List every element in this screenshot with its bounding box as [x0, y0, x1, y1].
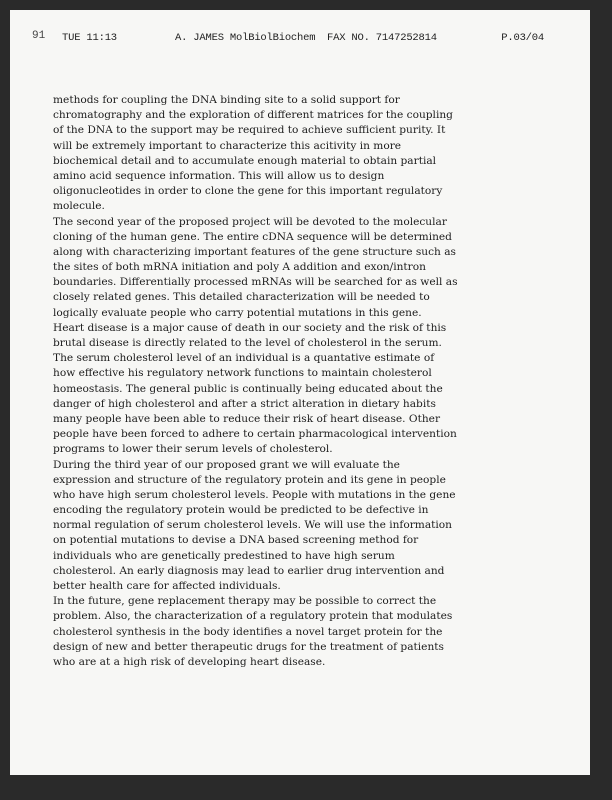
- fax-margin-mark: 91: [32, 30, 46, 42]
- text-line: In the future, gene replacement therapy may be possible to correct the: [53, 595, 437, 608]
- text-line: will be extremely important to characterize this acitivity in more: [53, 139, 402, 152]
- text-line: of the DNA to the support may be required to achieve sufficient purity. It: [53, 124, 446, 137]
- text-line: problem. Also, the characterization of a regulatory protein that modulates: [53, 610, 453, 623]
- text-line: programs to lower their serum levels of cholesterol.: [53, 443, 333, 456]
- fax-header: [62, 32, 544, 46]
- text-line: people have been forced to adhere to certain pharmacological intervention: [53, 428, 457, 441]
- text-line: chromatography and the exploration of different matrices for the coupling: [53, 109, 453, 122]
- fax-date-time: TUE 11:13: [62, 32, 117, 44]
- text-line: logically evaluate people who carry potential mutations in this gene.: [53, 306, 422, 319]
- text-line: The second year of the proposed project will be devoted to the molecular: [53, 215, 447, 228]
- text-line: individuals who are genetically predestined to have high serum: [53, 549, 395, 562]
- fax-page: [10, 10, 590, 775]
- text-line: Heart disease is a major cause of death in our society and the risk of this: [53, 321, 447, 334]
- fax-page-number: P.03/04: [501, 32, 544, 44]
- fax-sender: A. JAMES MolBiolBiochem: [175, 32, 316, 44]
- text-line: methods for coupling the DNA binding site to a solid support for: [53, 94, 400, 106]
- text-line: biochemical detail and to accumulate enough material to obtain partial: [53, 154, 437, 167]
- text-line: expression and structure of the regulatory protein and its gene in people: [53, 473, 446, 486]
- text-line: cholesterol. An early diagnosis may lead to earlier drug intervention and: [53, 564, 445, 577]
- text-line: During the third year of our proposed grant we will evaluate the: [53, 458, 400, 471]
- text-line: molecule.: [53, 200, 105, 213]
- text-line: normal regulation of serum cholesterol levels. We will use the information: [53, 519, 452, 532]
- text-line: oligonucleotides in order to clone the gene for this important regulatory: [53, 185, 443, 198]
- text-line: cloning of the human gene. The entire cDNA sequence will be determined: [53, 230, 452, 243]
- text-line: closely related genes. This detailed characterization will be needed to: [53, 291, 430, 304]
- text-line: danger of high cholesterol and after a strict alteration in dietary habits: [53, 397, 436, 410]
- text-line: the sites of both mRNA initiation and poly A addition and exon/intron: [53, 261, 426, 274]
- text-line: encoding the regulatory protein would be predicted to be defective in: [53, 504, 429, 517]
- text-line: better health care for affected individuals.: [53, 580, 281, 592]
- text-line: who are at a high risk of developing heart disease.: [53, 655, 326, 668]
- text-line: how effective his regulatory network functions to maintain cholesterol: [53, 367, 432, 380]
- text-line: who have high serum cholesterol levels. People with mutations in the gene: [53, 488, 456, 501]
- text-line: The serum cholesterol level of an individual is a quantative estimate of: [53, 352, 435, 365]
- fax-number: FAX NO. 7147252814: [327, 32, 437, 44]
- text-line: boundaries. Differentially processed mRNAs will be searched for as well as: [53, 276, 458, 289]
- text-line: brutal disease is directly related to the level of cholesterol in the serum.: [53, 337, 442, 349]
- document-body: [53, 93, 533, 670]
- text-line: homeostasis. The general public is continually being educated about the: [53, 382, 443, 395]
- text-line: design of new and better therapeutic drugs for the treatment of patients: [53, 640, 444, 653]
- text-line: amino acid sequence information. This will allow us to design: [53, 169, 385, 182]
- text-line: many people have been able to reduce their risk of heart disease. Other: [53, 412, 441, 425]
- text-line: cholesterol synthesis in the body identifies a novel target protein for the: [53, 625, 443, 638]
- text-line: along with characterizing important features of the gene structure such as: [53, 245, 456, 258]
- text-line: on potential mutations to devise a DNA based screening method for: [53, 534, 419, 547]
